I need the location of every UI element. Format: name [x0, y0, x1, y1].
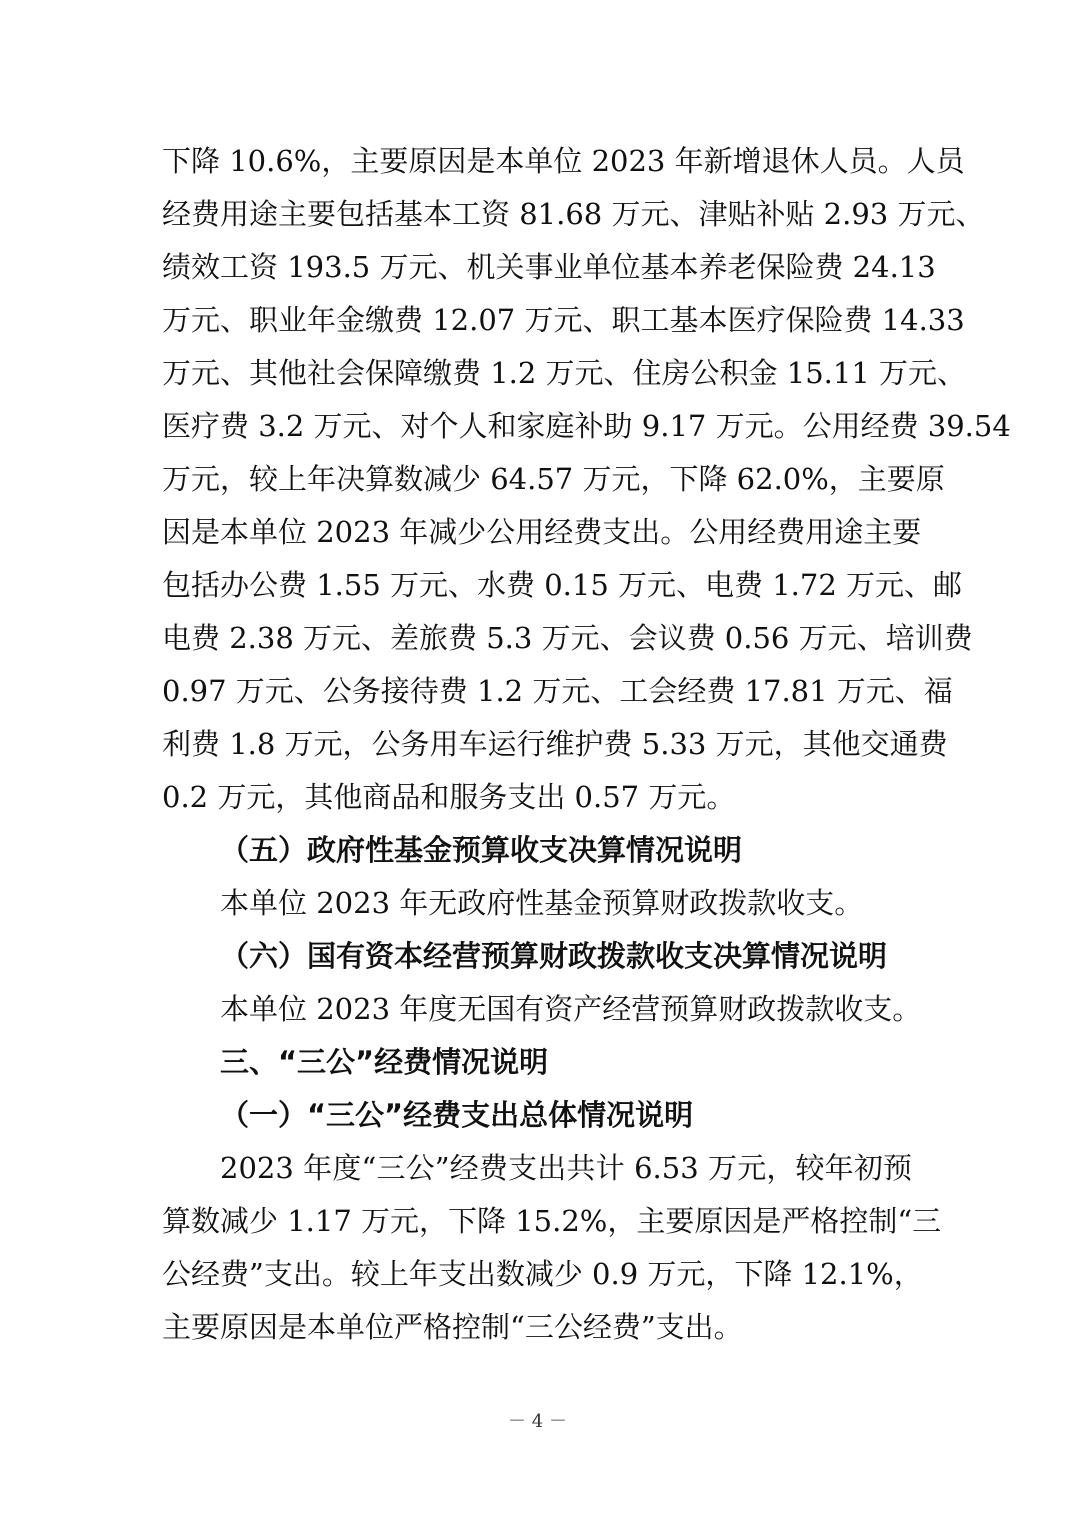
body-line: 0.97 万元、公务接待费 1.2 万元、工会经费 17.81 万元、福	[162, 674, 953, 708]
body-line: 下降 10.6%，主要原因是本单位 2023 年新增退休人员。人员	[162, 144, 965, 178]
body-line: 主要原因是本单位严格控制“三公经费”支出。	[162, 1310, 743, 1344]
body-line: 电费 2.38 万元、差旅费 5.3 万元、会议费 0.56 万元、培训费	[162, 621, 973, 655]
document-body	[162, 135, 1011, 1354]
body-line: 医疗费 3.2 万元、对个人和家庭补助 9.17 万元。公用经费 39.54	[162, 409, 1011, 443]
body-line: 万元、职业年金缴费 12.07 万元、职工基本医疗保险费 14.33	[162, 303, 965, 337]
body-line: 包括办公费 1.55 万元、水费 0.15 万元、电费 1.72 万元、邮	[162, 568, 963, 602]
body-line: 因是本单位 2023 年减少公用经费支出。公用经费用途主要	[162, 515, 922, 549]
body-line: 绩效工资 193.5 万元、机关事业单位基本养老保险费 24.13	[162, 250, 936, 284]
body-line: 利费 1.8 万元，公务用车运行维护费 5.33 万元，其他交通费	[162, 727, 948, 761]
section-heading-5: （五）政府性基金预算收支决算情况说明	[220, 833, 743, 867]
paragraph-6: 本单位 2023 年度无国有资产经营预算财政拨款收支。	[220, 992, 922, 1026]
body-line: 公经费”支出。较上年支出数减少 0.9 万元，下降 12.1%，	[162, 1257, 923, 1291]
section-heading-3: 三、“三公”经费情况说明	[220, 1045, 549, 1079]
body-line: 万元，较上年决算数减少 64.57 万元，下降 62.0%，主要原	[162, 462, 945, 496]
body-line: 经费用途主要包括基本工资 81.68 万元、津贴补贴 2.93 万元、	[162, 197, 985, 231]
body-line: 万元、其他社会保障缴费 1.2 万元、住房公积金 15.11 万元、	[162, 356, 967, 390]
page-number: － 4 －	[508, 1411, 567, 1432]
body-line: 0.2 万元，其他商品和服务支出 0.57 万元。	[162, 780, 736, 814]
section-heading-6: （六）国有资本经营预算财政拨款收支决算情况说明	[220, 939, 888, 973]
body-line: 2023 年度“三公”经费支出共计 6.53 万元，较年初预	[220, 1151, 912, 1185]
body-line: 算数减少 1.17 万元，下降 15.2%，主要原因是严格控制“三	[162, 1204, 942, 1238]
paragraph-5: 本单位 2023 年无政府性基金预算财政拨款收支。	[220, 886, 864, 920]
subsection-heading-1: （一）“三公”经费支出总体情况说明	[220, 1098, 694, 1132]
